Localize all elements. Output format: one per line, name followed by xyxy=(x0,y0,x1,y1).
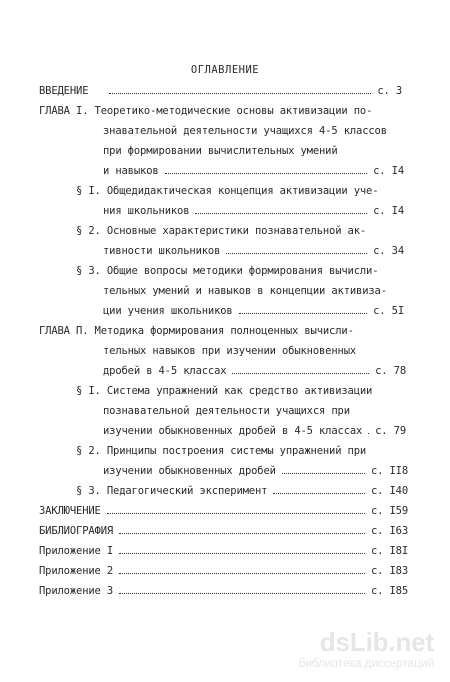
toc-text-line: при формировании вычислительных умений xyxy=(103,145,338,157)
watermark xyxy=(299,628,434,670)
toc-text-line: познавательной деятельности учащихся при xyxy=(103,405,350,417)
toc-text-line: знавательной деятельности учащихся 4-5 классов xyxy=(103,125,387,137)
dot-leader xyxy=(195,204,367,214)
dot-leader xyxy=(282,464,365,474)
toc-entry-g2-s2[interactable] xyxy=(103,464,408,478)
toc-entry-g2-s1[interactable] xyxy=(103,424,406,438)
dot-leader xyxy=(273,484,365,494)
toc-text-line: ВВЕДЕНИЕ xyxy=(39,85,89,97)
toc-text-line: § I. Общедидактическая концепция активизации уче- xyxy=(76,185,379,197)
dot-leader xyxy=(239,304,368,314)
toc-entry-label: ЗАКЛЮЧЕНИЕ xyxy=(39,505,101,517)
dot-leader xyxy=(109,84,371,94)
dot-leader xyxy=(119,564,365,574)
toc-text-line: ГЛАВА I. Теоретико-методические основы активизации по- xyxy=(39,105,373,117)
dot-leader xyxy=(119,584,365,594)
dot-leader xyxy=(107,504,365,514)
page-number: с. I40 xyxy=(370,485,408,497)
toc-entry-label: дробей в 4-5 классах xyxy=(103,365,227,377)
toc-text-line: § 3. Общие вопросы методики формирования вычисли- xyxy=(76,265,379,277)
toc-entry-pril1[interactable] xyxy=(39,544,408,558)
toc-entry-label: изучении обыкновенных дробей xyxy=(103,465,276,477)
toc-entry-g2-s3[interactable] xyxy=(76,484,408,498)
dot-leader xyxy=(165,164,368,174)
page-title: ОГЛАВЛЕНИЕ xyxy=(190,64,260,76)
dot-leader xyxy=(232,364,369,374)
toc-entry-vvedenie[interactable] xyxy=(103,84,402,98)
toc-entry-glava2[interactable] xyxy=(103,364,406,378)
toc-text-line: тельных навыков при изучении обыкновенных xyxy=(103,345,357,357)
page-number: с. I8I xyxy=(370,545,408,557)
toc-entry-g1-s2[interactable] xyxy=(103,244,404,258)
page-number: с. I59 xyxy=(370,505,408,517)
page-number: с. I4 xyxy=(373,165,404,177)
page-number: с. 3 xyxy=(377,85,402,97)
toc-entry-g1-s1[interactable] xyxy=(103,204,404,218)
toc-entry-label: § 3. Педагогический эксперимент xyxy=(76,485,268,497)
toc-text-line: ГЛАВА П. Методика формирования полноценных вычисли- xyxy=(39,325,354,337)
toc-entry-label: БИБЛИОГРАФИЯ xyxy=(39,525,114,537)
watermark-subtitle: библиотека диссертаций xyxy=(298,656,434,670)
page-number: с. 34 xyxy=(373,245,404,257)
toc-entry-zakl[interactable] xyxy=(39,504,408,518)
toc-entry-label: и навыков xyxy=(103,165,159,177)
dot-leader xyxy=(226,244,367,254)
toc-entry-label: ния школьников xyxy=(103,205,190,217)
page-number: с. I4 xyxy=(373,205,404,217)
page-number: с. I63 xyxy=(370,525,408,537)
toc-entry-label: тивности школьников xyxy=(103,245,221,257)
toc-entry-pril2[interactable] xyxy=(39,564,408,578)
toc-text-line: § 2. Принципы построения системы упражнений при xyxy=(76,445,367,457)
toc-entry-pril3[interactable] xyxy=(39,584,408,598)
toc-text-line: тельных умений и навыков в концепции активиза- xyxy=(103,285,387,297)
page-number: с. I85 xyxy=(370,585,408,597)
toc-entry-label: изучении обыкновенных дробей в 4-5 классах xyxy=(103,425,363,437)
toc-text-line: § 2. Основные характеристики познавательной ак- xyxy=(76,225,367,237)
toc-entry-label: ции учения школьников xyxy=(103,305,233,317)
toc-entry-label: Приложение I xyxy=(39,545,114,557)
toc-entry-label: Приложение 3 xyxy=(39,585,114,597)
page-number: с. 5I xyxy=(373,305,404,317)
toc-text-line: § I. Система упражнений как средство активизации xyxy=(76,385,373,397)
toc-entry-glava1[interactable] xyxy=(103,164,404,178)
page-number: с. I83 xyxy=(370,565,408,577)
dot-leader xyxy=(119,524,365,534)
page-number: с. 79 xyxy=(375,425,406,437)
toc-entry-biblio[interactable] xyxy=(39,524,408,538)
watermark-logo: dsLib.net xyxy=(319,627,434,657)
dot-leader xyxy=(368,424,369,434)
toc-entry-label: Приложение 2 xyxy=(39,565,114,577)
page-number: с. 78 xyxy=(375,365,406,377)
page-number: с. II8 xyxy=(370,465,408,477)
toc-entry-g1-s3[interactable] xyxy=(103,304,404,318)
dot-leader xyxy=(119,544,365,554)
